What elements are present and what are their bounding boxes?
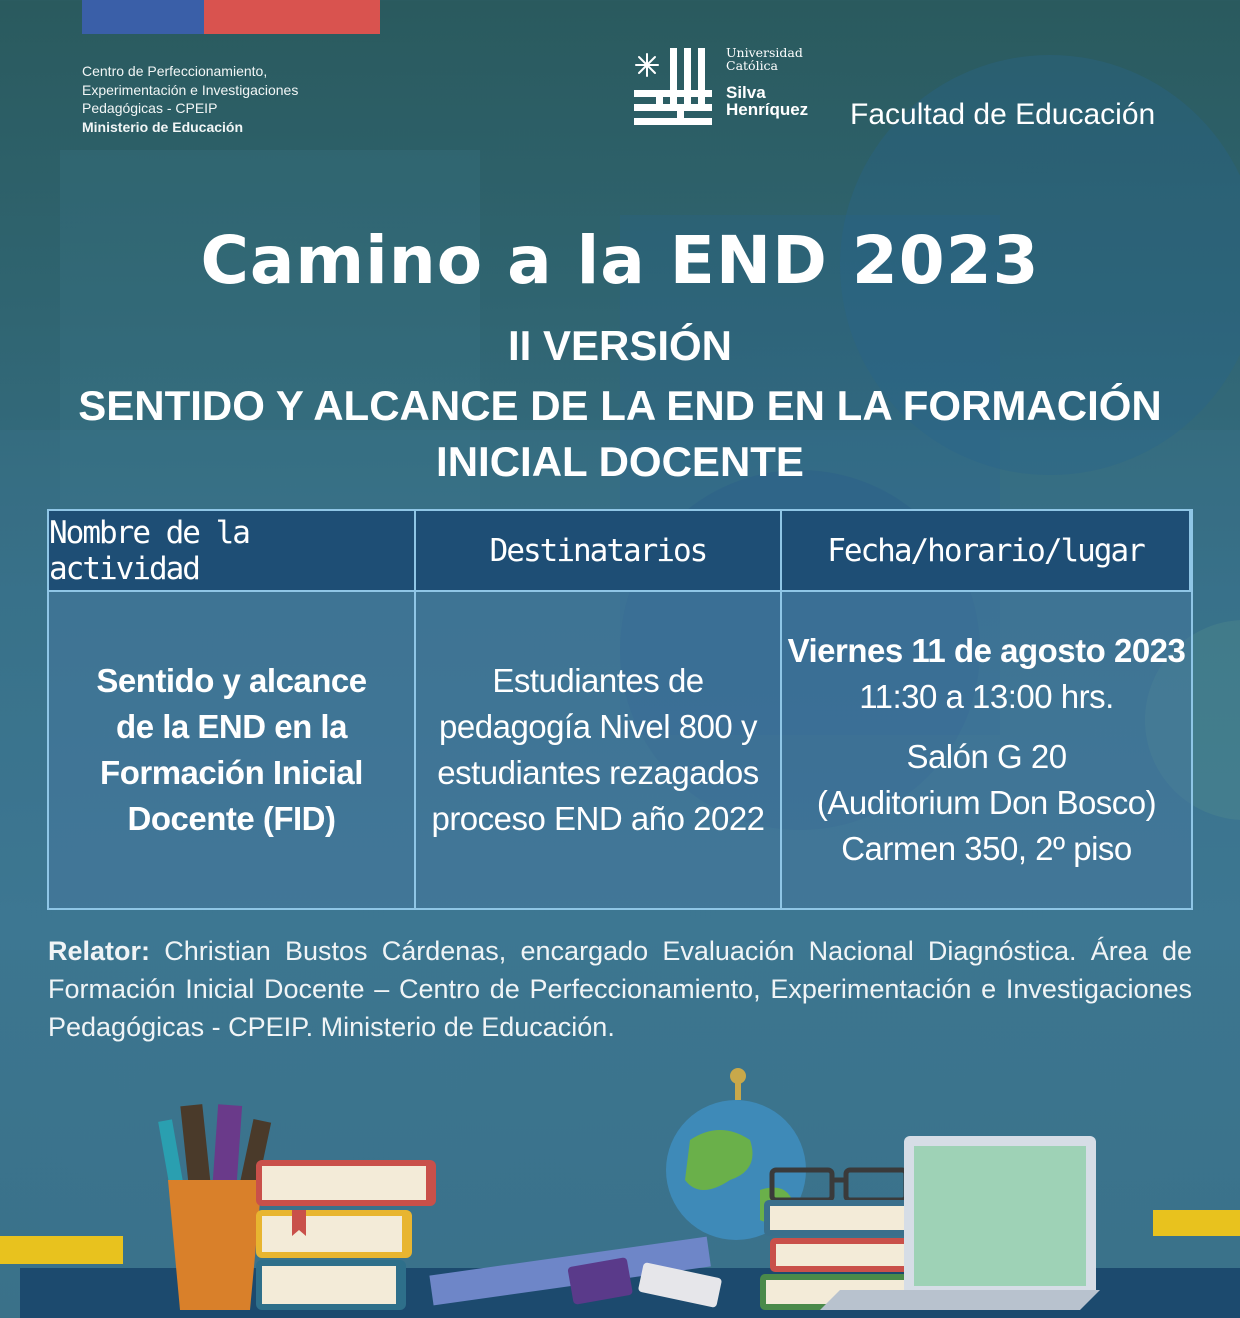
page-title: Camino a la END 2023: [200, 222, 1040, 299]
topic-subtitle-line1: SENTIDO Y ALCANCE DE LA END EN LA FORMACIÓN: [78, 382, 1162, 429]
audience-line: estudiantes rezagados: [437, 754, 759, 791]
relator-text: Christian Bustos Cárdenas, encargado Evaluación Nacional Diagnóstica. Área de Formación Inicial Docente – Centro de Perfeccionamiento, Experimentación e Investigaciones Pedagógicas - CPEIP. Ministerio de Educación.: [48, 936, 1192, 1042]
event-place-line: Salón G 20: [906, 738, 1067, 775]
activity-line: de la END en la: [116, 708, 347, 745]
activity-table: [47, 509, 1193, 910]
relator-label: Relator:: [48, 936, 151, 966]
header-audience: Destinatarios: [416, 511, 782, 592]
ucsh-name2: Henríquez: [726, 100, 809, 119]
version-subtitle: II VERSIÓN: [507, 322, 733, 369]
accent-bar-right: [1153, 1210, 1240, 1236]
cpeip-line: Centro de Perfeccionamiento,: [82, 63, 268, 79]
cell-activity: [49, 592, 416, 908]
relator-paragraph: [48, 932, 1192, 1046]
event-place-line: (Auditorium Don Bosco): [816, 784, 1157, 821]
event-time: 11:30 a 13:00 hrs.: [859, 678, 1114, 715]
topic-subtitle-line2: INICIAL DOCENTE: [436, 438, 804, 485]
ministerio-label: Ministerio de Educación: [82, 118, 244, 135]
facultad-label: Facultad de Educación: [850, 98, 1156, 131]
ucsh-name1: Silva: [726, 83, 766, 102]
ucsh-logo: [632, 46, 808, 130]
activity-line: Sentido y alcance: [96, 662, 367, 699]
desk-illustration: [0, 1060, 1240, 1318]
ucsh-line2: Católica: [726, 58, 779, 73]
pencil-cup-icon: [168, 1180, 262, 1310]
cpeip-line: Experimentación e Investigaciones: [82, 81, 299, 98]
cell-audience: [416, 592, 782, 908]
activity-line: Docente (FID): [127, 800, 336, 837]
event-date: Viernes 11 de agosto 2023: [787, 632, 1186, 669]
cpeip-logo-text: [82, 62, 382, 136]
header-activity: Nombre de la actividad: [49, 511, 416, 592]
chile-flag-bar: [82, 0, 380, 34]
cpeip-line: Pedagógicas - CPEIP: [82, 100, 218, 116]
audience-line: pedagogía Nivel 800 y: [439, 708, 757, 745]
cell-schedule: [782, 592, 1191, 908]
audience-line: Estudiantes de: [492, 662, 704, 699]
event-place-line: Carmen 350, 2º piso: [841, 830, 1132, 867]
ucsh-line1: Universidad: [726, 45, 803, 60]
activity-line: Formación Inicial: [100, 754, 363, 791]
flag-red: [204, 0, 380, 34]
accent-bar-left: [0, 1236, 123, 1264]
header-schedule: Fecha/horario/lugar: [782, 511, 1191, 592]
audience-line: proceso END año 2022: [431, 800, 765, 837]
flag-blue: [82, 0, 204, 34]
ucsh-emblem-icon: [632, 46, 716, 130]
